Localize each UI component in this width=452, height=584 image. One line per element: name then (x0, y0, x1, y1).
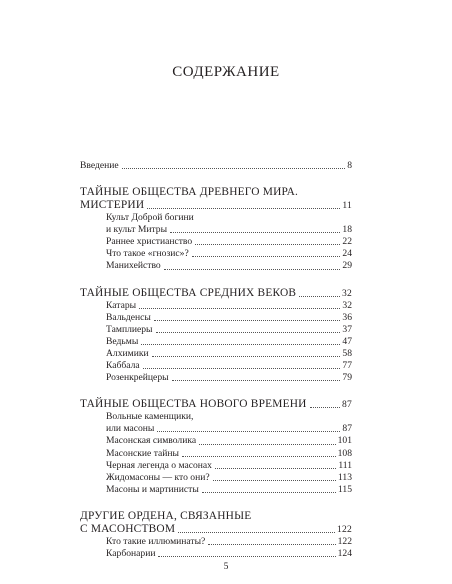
toc-entry-label-line: Вольные каменщики, (106, 411, 194, 423)
toc-page-number: 58 (342, 347, 352, 359)
toc-page-number: 108 (337, 447, 352, 459)
toc-entry-section-modern-times[interactable] (80, 398, 352, 411)
dot-leader (158, 556, 335, 557)
toc-page-number: 115 (337, 483, 352, 495)
dot-leader (157, 431, 340, 432)
toc-entry[interactable] (80, 260, 352, 272)
dot-leader (143, 368, 341, 369)
dot-leader (192, 256, 341, 257)
dot-leader (182, 456, 336, 457)
toc-entry-label-line: Культ Доброй богини (106, 212, 194, 224)
toc-entry[interactable] (80, 312, 352, 324)
toc-entry[interactable] (80, 248, 352, 260)
toc-entry-label: Каббала (106, 360, 140, 372)
dot-leader (213, 480, 336, 481)
dot-leader (141, 344, 340, 345)
toc-page-number: 122 (337, 523, 352, 535)
toc-entry[interactable] (80, 324, 352, 336)
toc-entry-section-ancient[interactable] (80, 199, 352, 212)
toc-entry-label: или масоны (106, 423, 155, 435)
toc-entry[interactable] (80, 300, 352, 312)
toc-entry-label: Манихейство (106, 260, 161, 272)
dot-leader (139, 308, 340, 309)
toc-entry-label: Ведьмы (106, 335, 139, 347)
toc-page-number: 24 (342, 248, 352, 260)
toc-entry-label: Черная легенда о масонах (106, 459, 212, 471)
dot-leader (208, 544, 335, 545)
toc-entry[interactable] (80, 224, 352, 236)
toc-entry[interactable] (80, 435, 352, 447)
toc-entry-label: Раннее христианство (106, 236, 193, 248)
dot-leader (164, 269, 341, 270)
toc-entry[interactable] (80, 348, 352, 360)
toc-page-number: 87 (342, 399, 352, 411)
section-heading: С МАСОНСТВОМ (80, 522, 176, 535)
dot-leader (299, 296, 340, 297)
section-heading: ТАЙНЫЕ ОБЩЕСТВА ДРЕВНЕГО МИРА. (80, 186, 299, 199)
dot-leader (147, 208, 340, 209)
page-number: 5 (223, 561, 229, 572)
toc-entry-section-middle-ages[interactable] (80, 287, 352, 300)
section-heading: ТАЙНЫЕ ОБЩЕСТВА СРЕДНИХ ВЕКОВ (80, 286, 297, 299)
dot-leader (154, 320, 341, 321)
toc-page-number: 37 (342, 323, 352, 335)
toc-entry-label: Катары (106, 299, 137, 311)
toc-entry-label: Масонские тайны (106, 447, 179, 459)
dot-leader (152, 356, 341, 357)
toc-page-number: 32 (342, 287, 352, 299)
toc-page-number: 29 (342, 260, 352, 272)
toc-section-ancient (80, 186, 352, 272)
dot-leader (202, 492, 336, 493)
toc-page-number: 32 (342, 299, 352, 311)
toc-entry-section-other-orders[interactable] (80, 523, 352, 536)
toc-entry[interactable] (80, 360, 352, 372)
toc-page-number: 22 (342, 236, 352, 248)
toc-section-other-orders (80, 510, 352, 560)
toc-page-number: 36 (342, 311, 352, 323)
dot-leader (122, 168, 346, 169)
toc-entry[interactable] (80, 423, 352, 435)
toc-entry[interactable] (80, 372, 352, 384)
toc-entry[interactable] (80, 548, 352, 560)
toc-entry-label: Кто такие иллюминаты? (106, 535, 206, 547)
toc-page-number: 79 (342, 372, 352, 384)
dot-leader (178, 532, 335, 533)
toc-page-number: 11 (342, 200, 352, 212)
dot-leader (172, 380, 341, 381)
toc-entry-label: Введение (80, 160, 119, 171)
dot-leader (215, 468, 336, 469)
toc-page-number: 77 (342, 360, 352, 372)
dot-leader (170, 232, 340, 233)
toc-entry[interactable] (80, 472, 352, 484)
toc-entry-label: Масонская символика (106, 435, 197, 447)
toc-page-number: 18 (342, 224, 352, 236)
toc-entry-label: Тамплиеры (106, 323, 153, 335)
toc-entry-label: Алхимики (106, 347, 149, 359)
section-heading: ТАЙНЫЕ ОБЩЕСТВА НОВОГО ВРЕМЕНИ (80, 398, 307, 411)
toc-page-number: 124 (337, 547, 352, 559)
toc-entry-label: и культ Митры (106, 224, 168, 236)
toc-entry-label: Вальденсы (106, 311, 151, 323)
toc-entry-label: Карбонарии (106, 547, 156, 559)
toc-entry-label: Розенкрейцеры (106, 372, 169, 384)
toc-page-number: 8 (347, 160, 352, 171)
toc-entry-label: Что такое «гнозис»? (106, 248, 189, 260)
section-heading: МИСТЕРИИ (80, 199, 145, 212)
toc-entry[interactable] (80, 236, 352, 248)
toc-entry[interactable] (80, 460, 352, 472)
toc-section-modern-times (80, 398, 352, 496)
toc-page-number: 101 (337, 435, 352, 447)
toc-page-number: 113 (337, 471, 352, 483)
toc-entry-label: Жидомасоны — кто они? (106, 471, 210, 483)
dot-leader (156, 332, 341, 333)
table-of-contents (80, 160, 352, 560)
toc-entry-label: Масоны и мартинисты (106, 483, 199, 495)
toc-section-middle-ages (80, 287, 352, 385)
toc-page-number: 87 (342, 423, 352, 435)
toc-entry-intro[interactable] (80, 160, 352, 172)
page-title: СОДЕРЖАНИЕ (172, 64, 280, 80)
dot-leader (199, 444, 335, 445)
toc-entry[interactable] (80, 484, 352, 496)
dot-leader (310, 407, 340, 408)
toc-entry[interactable] (80, 536, 352, 548)
toc-page-number: 47 (342, 335, 352, 347)
toc-page-number: 111 (338, 459, 352, 471)
dot-leader (195, 244, 340, 245)
toc-entry[interactable] (80, 336, 352, 348)
section-heading: ДРУГИЕ ОРДЕНА, СВЯЗАННЫЕ (80, 509, 252, 522)
toc-page-number: 122 (337, 535, 352, 547)
toc-entry[interactable] (80, 448, 352, 460)
